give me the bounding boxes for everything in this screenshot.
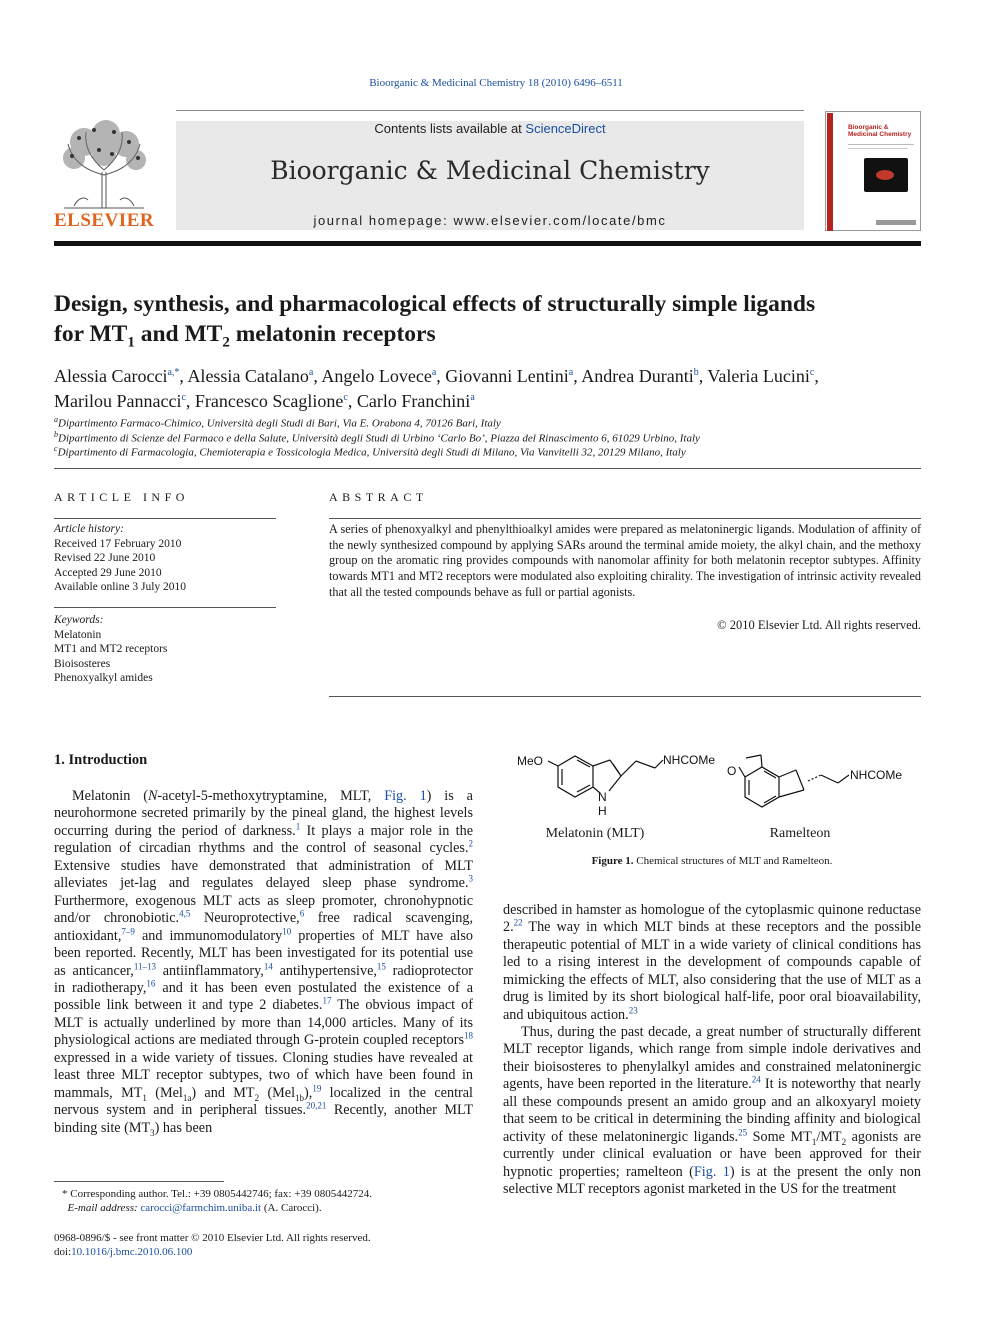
author-affiliation[interactable]: c: [809, 367, 815, 378]
journal-reference[interactable]: Bioorganic & Medicinal Chemistry 18 (2010) 6496–6511: [369, 77, 623, 89]
intro-paragraph-1: Melatonin (N-acetyl-5-methoxytryptamine, MLT, Fig. 1) is a neurohormone secreted primarily by the pineal gland, the highest levels occurring during the period of darkness.$^1$ It plays a major role in the regulation of circadian rhythms and the control of seasonal cycles.$^2$ Extensive studies have demonstrated that administration of MLT alleviates jet-lag and regulates delayed sleep phase syndrome.$^3$ Furthermore, exogenous MLT acts as sleep promoter, chronohypnotic and/or chronobiotic.$^{4,5}$ Neuroprotective,$^6$ free radical scavenging, antioxidant,$^{7-9}$ and immunomodulatory$^{10}$ properties of MLT have also been reported. Recently, MLT has been investigated for its potential use as anticancer,$^{11-13}$ antiinflammatory,$^{14}$ antihypertensive,$^{15}$ radioprotector in radiotherapy,$^{16}$ and it has been even postulated the existence of a possible link between it and type 2 diabetes.$^{17}$ The obvious impact of MLT is actually underlined by more than 14,000 articles. Many of its physiological actions are mediated through G-protein coupled receptors$^{18}$ expressed in a wide variety of tissues. Cloning studies have revealed at least three MLT receptor subtypes, two of which have been found in mammals, $MT_1$ (Mel$_{1a}$) and $MT_2$ (Mel$_{1b}$),$^{19}$ localized in the central nervous system and in peripheral tissues.$^{20,21}$ Recently, another MLT binding site $(MT_3)$ has been: [54, 788, 474, 1138]
author-affiliation[interactable]: a: [568, 367, 574, 378]
author-affiliation[interactable]: b: [693, 367, 699, 378]
article-history: [54, 522, 276, 595]
masthead-top-rule: [176, 110, 804, 111]
footnote-divider: [54, 1181, 224, 1182]
author: Andrea Duranti: [581, 366, 694, 386]
meo-label: MeO: [517, 754, 544, 768]
abstract-heading: ABSTRACT: [329, 490, 428, 504]
figure-1-caption: Figure 1. Chemical structures of MLT and Ramelteon.: [591, 855, 833, 867]
contents-line: [176, 121, 804, 136]
section-heading-introduction: 1. Introduction: [54, 752, 148, 768]
history-online: Available online 3 July 2010: [54, 581, 187, 593]
keyword: Melatonin: [54, 628, 102, 641]
author-affiliation[interactable]: a,*: [167, 367, 180, 378]
history-received: Received 17 February 2010: [54, 537, 182, 550]
abstract-copyright: © 2010 Elsevier Ltd. All rights reserved.: [717, 618, 921, 632]
masthead-thick-rule: [54, 241, 921, 246]
author-email-link[interactable]: carocci@farmchim.uniba.it: [140, 1202, 262, 1214]
affiliation-a: $^a$Dipartimento Farmaco-Chimico, Università degli Studi di Bari, Via E. Orabona 4, 70126 Bari, Italy: [54, 415, 501, 430]
author-affiliation[interactable]: a: [308, 367, 314, 378]
h-label: H: [598, 804, 607, 818]
cover-spine-stripe: [827, 113, 833, 231]
melatonin-label: Melatonin (MLT): [545, 826, 645, 841]
author-affiliation[interactable]: c: [343, 392, 348, 403]
front-matter-note: 0968-0896/$ - see front matter © 2010 Elsevier Ltd. All rights reserved. doi:10.1016/j.bmc.2010.06.100: [54, 1232, 371, 1258]
author-affiliation[interactable]: a: [431, 367, 437, 378]
author: Marilou Pannacci: [54, 391, 182, 411]
ramelteon-structure: [739, 755, 849, 807]
cover-image: [864, 158, 908, 192]
author: Alessia Carocci: [54, 366, 168, 386]
author: Francesco Scaglione: [194, 391, 344, 411]
author: Alessia Catalano: [187, 366, 309, 386]
nhcome-label-2: NHCOMe: [850, 768, 903, 782]
author: Angelo Lovece: [321, 366, 432, 386]
corresponding-author-note: * Corresponding author. Tel.: +39 0805442746; fax: +39 0805442724. E-mail address: carocci@farmchim.uniba.it (A. Carocci).: [62, 1188, 372, 1214]
keyword: MT1 and MT2 receptors: [54, 643, 168, 655]
author: Valeria Lucini: [707, 366, 810, 386]
sciencedirect-link[interactable]: ScienceDirect: [525, 121, 606, 136]
affiliation-c: $^c$Dipartimento di Farmacologia, Chemioterapia e Tossicologia Medica, Università degli Studi di Milano, Via Vanvitelli 32, 20129 Milano, Italy: [54, 444, 686, 459]
article-title: Design, synthesis, and pharmacological effects of structurally simple ligands for $MT_1$ and $MT_2$ melatonin receptors: [54, 291, 816, 351]
journal-homepage[interactable]: journal homepage: www.elsevier.com/locate/bmc: [313, 213, 667, 228]
n-label: N: [598, 790, 607, 804]
title-line-1: Design, synthesis, and pharmacological effects of structurally simple ligands: [54, 291, 816, 317]
author-affiliation[interactable]: a: [470, 392, 475, 403]
author: Giovanni Lentini: [445, 366, 569, 386]
divider: [54, 468, 921, 469]
keywords: [54, 613, 276, 686]
author-list: Alessia Carocci$^{a,*}$, Alessia Catalano$^a$, Angelo Lovece$^a$, Giovanni Lentini$^a$, Andrea Duranti$^b$, Valeria Lucini$^c$, Marilou Pannacci$^c$, Francesco Scaglione$^c$, Carlo Franchini$^a$: [54, 366, 819, 411]
keyword: Phenoxyalkyl amides: [54, 672, 153, 684]
author: Carlo Franchini: [356, 391, 471, 411]
keyword: Bioisosteres: [54, 657, 111, 670]
abstract-text: A series of phenoxyalkyl and phenylthioalkyl amides were prepared as melatoninergic ligands. Modulation of affinity of the newly synthesized compound by applying SARs around the terminal amide moiety, the alkyl chain, and the methoxy group on the aromatic ring provides compounds with nanomolar affinity for both melatonin receptor subtypes. Affinity towards MT1 and MT2 receptors were modulated also exploiting chirality. The investigation of intrinsic activity revealed that all the tested compounds behave as full or partial agonists.: [329, 522, 921, 599]
contents-prefix: Contents lists available at: [374, 121, 526, 136]
doi-link[interactable]: 10.1016/j.bmc.2010.06.100: [71, 1246, 193, 1258]
author-affiliation[interactable]: c: [181, 392, 186, 403]
ramelteon-label: Ramelteon: [769, 826, 831, 841]
divider: [329, 518, 921, 519]
o-label: O: [727, 764, 737, 778]
divider: [329, 696, 921, 697]
article-info-heading: ARTICLE INFO: [54, 490, 189, 504]
publisher-name: ELSEVIER: [54, 210, 155, 231]
affiliation-b: $^b$Dipartimento di Scienze del Farmaco e della Salute, Università degli Studi di Urbino ‘Carlo Bo’, Piazza del Rinascimento 6, 61029 Urbino, Italy: [54, 430, 700, 445]
journal-title: Bioorganic & Medicinal Chemistry: [270, 156, 710, 185]
history-revised: Revised 22 June 2010: [54, 552, 156, 564]
cover-title: Bioorganic & Medicinal Chemistry: [848, 124, 912, 138]
nhcome-label: NHCOMe: [663, 753, 716, 767]
intro-paragraph-2: Thus, during the past decade, a great number of structurally different MLT receptor ligands, which range from simple indole derivatives and their bioisosteres to phenylalkyl amides and constrained melatoninergic agents, have been reported in the literature.$^{24}$ It is noteworthy that nearly all these compounds present an amido group and an alkoxyaryl moiety that seem to be critical in determining the binding affinity and biological activity of these melatoninergic ligands.$^{25}$ Some $MT_1/MT_2$ agonists are currently under clinical evaluation or have been approved for their hypnotic properties; ramelteon (Fig. 1) is at the present the only non selective MLT receptors agonist marketed in the US for the treatment: [503, 1024, 921, 1198]
journal-cover-thumbnail[interactable]: [825, 111, 921, 231]
divider: [54, 518, 276, 519]
keywords-label: Keywords:: [54, 614, 104, 626]
history-label: Article history:: [54, 523, 124, 535]
divider: [54, 607, 276, 608]
intro-paragraph-1-continued: described in hamster as homologue of the cytoplasmic quinone reductase 2.22 The way in which MLT binds at these receptors and the possible therapeutic potential of MLT in a wide variety of clinical conditions has led to a rising interest in the development of compounds capable of mimicking the effects of MLT, also considering that the use of MLT as a drug is limited by its short biological half-life, poor oral bioavailability, and ubiquitous action.$^{23}$: [503, 902, 921, 1023]
history-accepted: Accepted 29 June 2010: [54, 566, 162, 579]
